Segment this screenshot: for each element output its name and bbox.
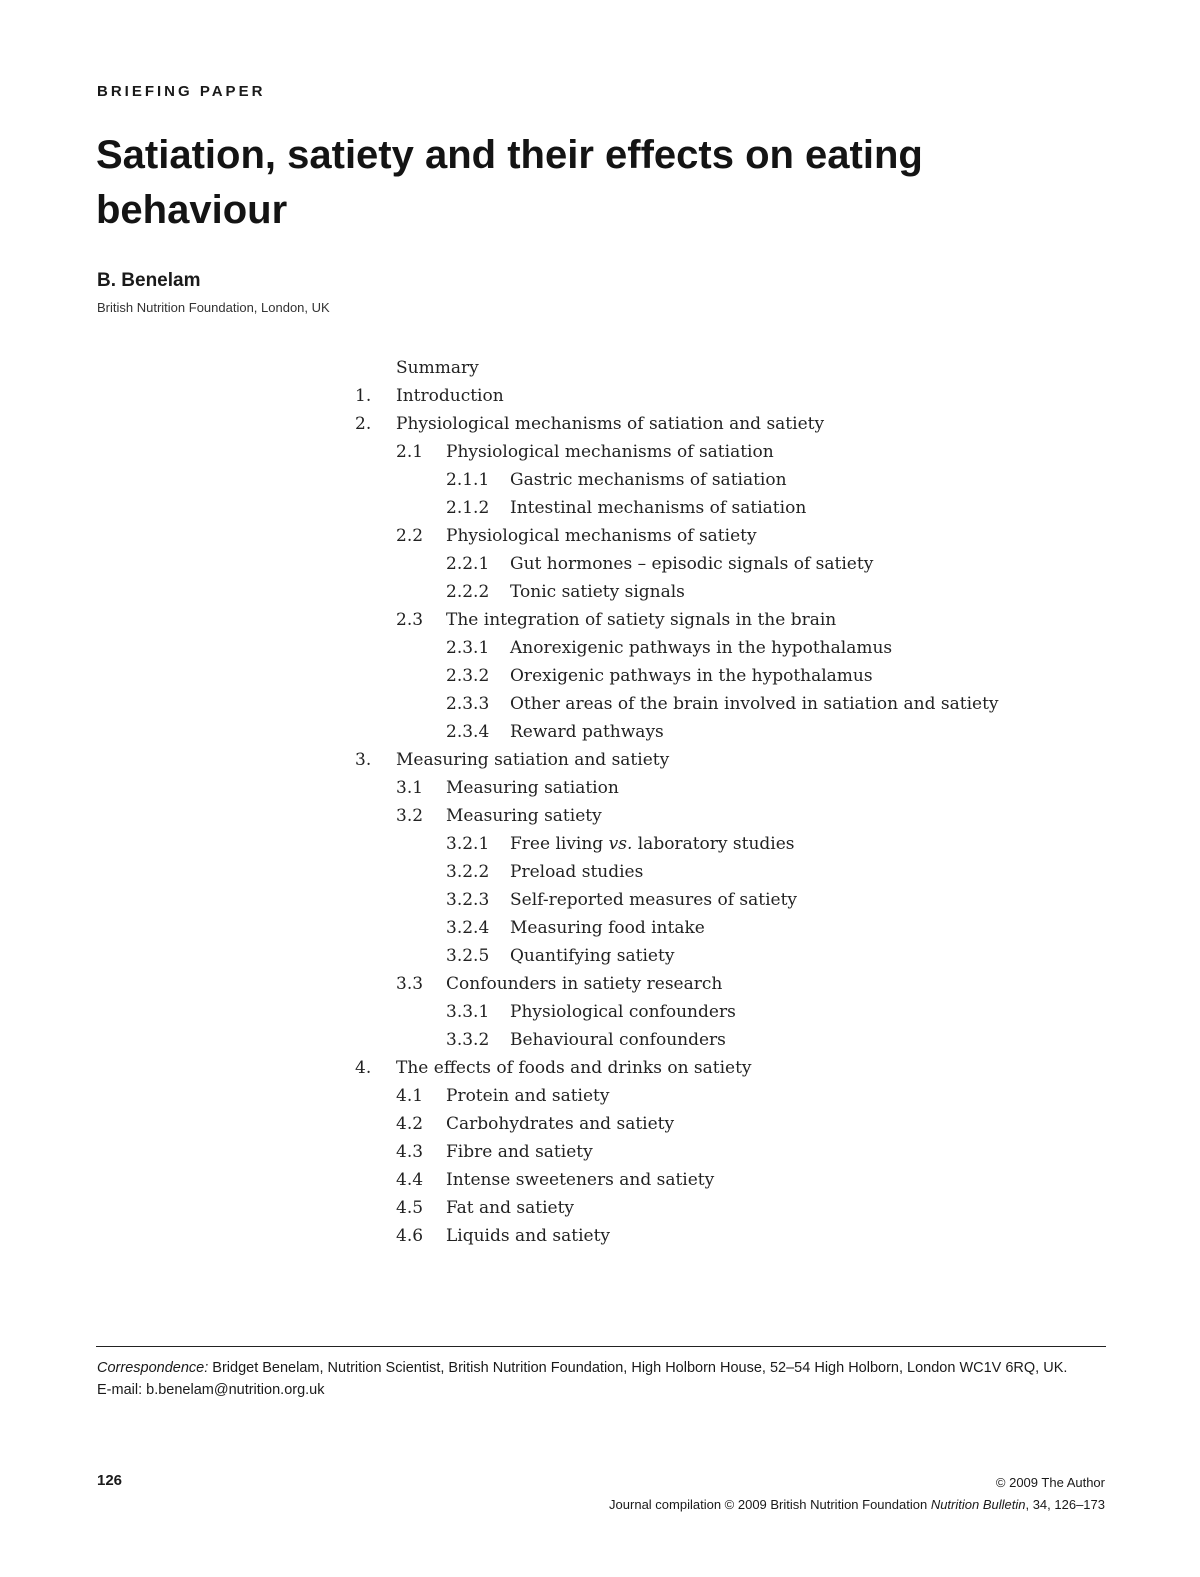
toc-entry-number: 4.6 — [396, 1226, 424, 1246]
journal-compilation-line — [609, 1494, 1105, 1516]
toc-entry-title: Measuring satiation and satiety — [396, 750, 670, 770]
toc-entry — [355, 494, 1115, 522]
toc-entry — [355, 774, 1115, 802]
toc-entry — [355, 522, 1115, 550]
toc-entry-number: 2.1 — [396, 442, 424, 462]
toc-entry-number: 3.2.4 — [446, 918, 490, 938]
toc-entry-title: Other areas of the brain involved in satiation and satiety — [510, 694, 999, 714]
toc-entry — [355, 634, 1115, 662]
toc-entry-number: 2.3.3 — [446, 694, 490, 714]
toc-entry — [355, 382, 1115, 410]
author-affiliation: British Nutrition Foundation, London, UK — [97, 300, 330, 315]
toc-entry-title: Carbohydrates and satiety — [446, 1114, 675, 1134]
toc-entry-title: Quantifying satiety — [510, 946, 675, 966]
toc-entry-number: 3. — [355, 750, 372, 770]
footer-rule — [96, 1346, 1106, 1347]
toc-entry-title: Reward pathways — [510, 722, 664, 742]
toc-entry-title: Physiological mechanisms of satiation and satiety — [396, 414, 825, 434]
toc-entry-number: 2. — [355, 414, 372, 434]
toc-entry — [355, 354, 1115, 382]
toc-entry-number: 4.5 — [396, 1198, 424, 1218]
toc-entry — [355, 886, 1115, 914]
toc-entry — [355, 1026, 1115, 1054]
toc-entry — [355, 606, 1115, 634]
toc-entry-title: Physiological mechanisms of satiation — [446, 442, 774, 462]
toc-entry — [355, 746, 1115, 774]
toc-entry-title: Measuring food intake — [510, 918, 705, 938]
toc-entry-title: Measuring satiation — [446, 778, 619, 798]
toc-entry-title: Free living vs. laboratory studies — [510, 834, 795, 854]
toc-entry-number: 2.3.4 — [446, 722, 490, 742]
toc-entry — [355, 550, 1115, 578]
journal-citation: , 34, 126–173 — [1025, 1497, 1105, 1512]
toc-entry-number: 2.2 — [396, 526, 424, 546]
toc-entry-title: Confounders in satiety research — [446, 974, 723, 994]
toc-entry-title: Fibre and satiety — [446, 1142, 593, 1162]
toc-entry-title: The integration of satiety signals in the brain — [446, 610, 837, 630]
toc-entry — [355, 998, 1115, 1026]
toc-entry — [355, 438, 1115, 466]
toc-entry-title: Tonic satiety signals — [510, 582, 685, 602]
toc-entry-number: 4.3 — [396, 1142, 424, 1162]
toc-entry-number: 2.3.2 — [446, 666, 490, 686]
page-number: 126 — [97, 1472, 123, 1489]
table-of-contents — [355, 354, 1115, 1250]
toc-entry — [355, 970, 1115, 998]
toc-entry-number: 3.3 — [396, 974, 424, 994]
toc-entry-title: Orexigenic pathways in the hypothalamus — [510, 666, 873, 686]
toc-entry-number: 3.2 — [396, 806, 424, 826]
toc-entry-title: Summary — [396, 358, 479, 378]
toc-entry-title: Preload studies — [510, 862, 644, 882]
toc-entry-title: Self-reported measures of satiety — [510, 890, 798, 910]
toc-entry — [355, 1054, 1115, 1082]
toc-entry-title: Physiological confounders — [510, 1002, 736, 1022]
toc-entry-title: Gut hormones – episodic signals of satiety — [510, 554, 874, 574]
toc-entry — [355, 1082, 1115, 1110]
toc-entry-number: 2.2.2 — [446, 582, 490, 602]
correspondence-line — [97, 1357, 1097, 1379]
toc-entry-title: Liquids and satiety — [446, 1226, 610, 1246]
toc-entry-title: Anorexigenic pathways in the hypothalamus — [510, 638, 893, 658]
toc-entry — [355, 410, 1115, 438]
toc-entry-title: Measuring satiety — [446, 806, 602, 826]
toc-entry — [355, 578, 1115, 606]
toc-entry-number: 3.3.2 — [446, 1030, 490, 1050]
toc-entry — [355, 718, 1115, 746]
copyright-block — [609, 1472, 1105, 1516]
toc-entry-title: Intense sweeteners and satiety — [446, 1170, 715, 1190]
toc-entry-title: Fat and satiety — [446, 1198, 575, 1218]
toc-entry — [355, 662, 1115, 690]
toc-entry-title: Intestinal mechanisms of satiation — [510, 498, 807, 518]
toc-entry-title: Introduction — [396, 386, 504, 406]
toc-entry-number: 3.3.1 — [446, 1002, 490, 1022]
toc-entry-number: 2.3 — [396, 610, 424, 630]
compilation-text: Journal compilation © 2009 British Nutrition Foundation — [609, 1497, 928, 1512]
toc-entry — [355, 942, 1115, 970]
toc-entry-number: 3.2.3 — [446, 890, 490, 910]
toc-entry — [355, 830, 1115, 858]
paper-title: Satiation, satiety and their effects on eating behaviour — [96, 133, 923, 232]
author-name: B. Benelam — [97, 270, 201, 291]
toc-entry-number: 3.2.1 — [446, 834, 490, 854]
toc-entry — [355, 802, 1115, 830]
toc-entry-title: The effects of foods and drinks on satiety — [396, 1058, 752, 1078]
correspondence-email: E-mail: b.benelam@nutrition.org.uk — [97, 1382, 325, 1398]
toc-entry — [355, 1222, 1115, 1250]
toc-entry-title: Gastric mechanisms of satiation — [510, 470, 787, 490]
copyright-line: © 2009 The Author — [995, 1475, 1105, 1490]
journal-name: Nutrition Bulletin — [930, 1497, 1026, 1512]
toc-entry-number: 4. — [355, 1058, 372, 1078]
toc-entry-number: 2.1.2 — [446, 498, 490, 518]
toc-entry — [355, 690, 1115, 718]
toc-entry — [355, 1138, 1115, 1166]
toc-entry-number: 3.2.5 — [446, 946, 490, 966]
toc-entry-number: 2.2.1 — [446, 554, 490, 574]
correspondence-text: Bridget Benelam, Nutrition Scientist, British Nutrition Foundation, High Holborn House, 52–54 High Holborn, London WC1V 6RQ, UK. — [212, 1360, 1068, 1376]
toc-entry-number: 2.3.1 — [446, 638, 490, 658]
toc-entry-number: 3.2.2 — [446, 862, 490, 882]
toc-entry — [355, 858, 1115, 886]
toc-entry-number: 4.4 — [396, 1170, 424, 1190]
correspondence-label: Correspondence: — [97, 1360, 209, 1376]
toc-entry — [355, 1194, 1115, 1222]
toc-entry-number: 3.1 — [396, 778, 424, 798]
toc-entry-number: 4.1 — [396, 1086, 424, 1106]
toc-entry — [355, 1166, 1115, 1194]
toc-entry-title: Protein and satiety — [446, 1086, 610, 1106]
toc-entry — [355, 1110, 1115, 1138]
toc-entry — [355, 466, 1115, 494]
toc-entry — [355, 914, 1115, 942]
toc-entry-title: Physiological mechanisms of satiety — [446, 526, 757, 546]
toc-entry-number: 4.2 — [396, 1114, 424, 1134]
toc-entry-number: 1. — [355, 386, 372, 406]
correspondence-block — [97, 1357, 1097, 1401]
toc-entry-number: 2.1.1 — [446, 470, 490, 490]
toc-entry-title: Behavioural confounders — [510, 1030, 726, 1050]
section-kicker: BRIEFING PAPER — [97, 83, 266, 100]
